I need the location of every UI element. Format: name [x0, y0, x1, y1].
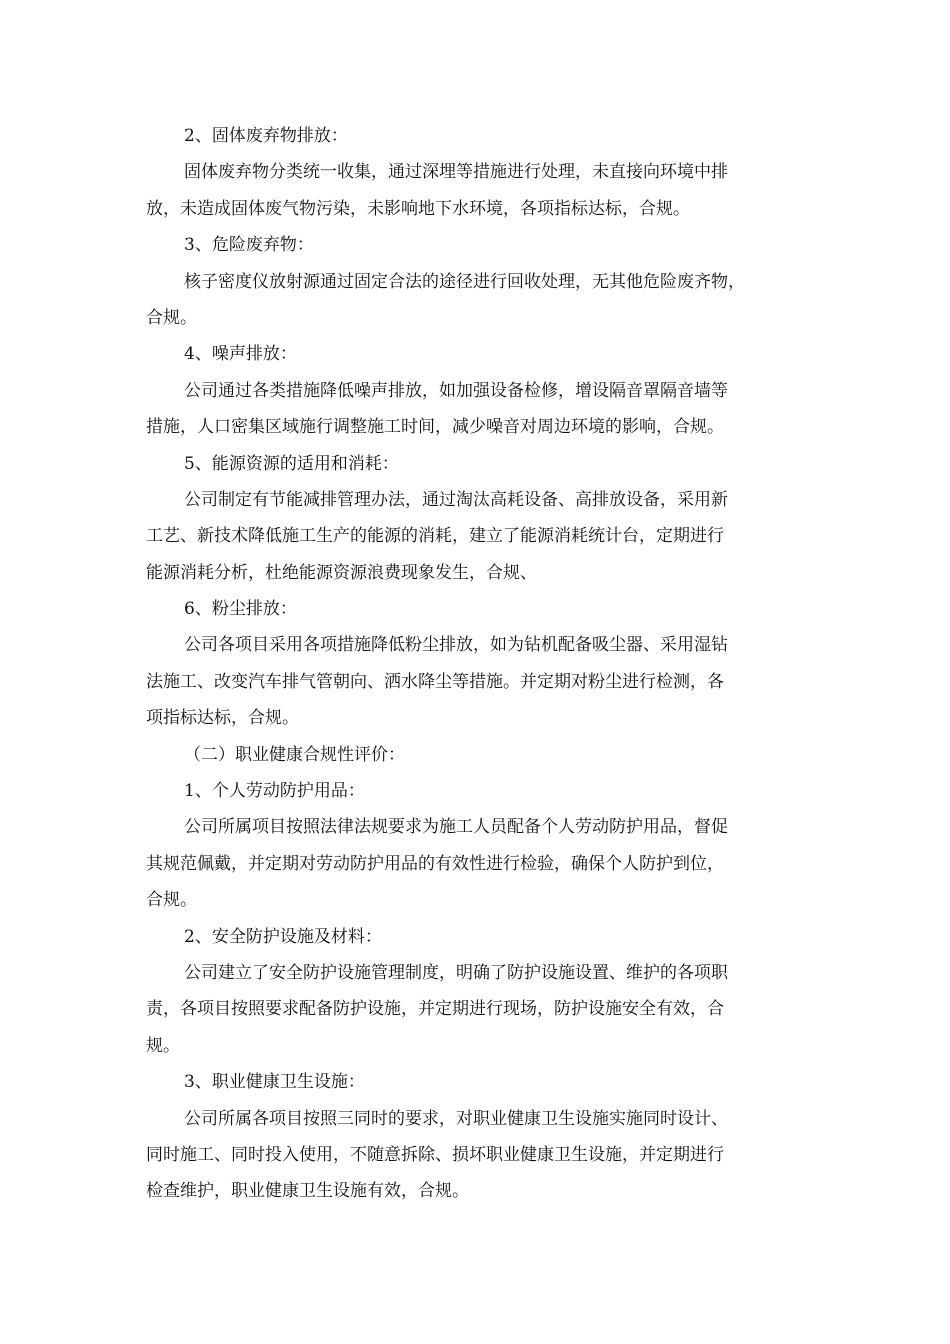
paragraph-line: 同时施工、同时投入使用，不随意拆除、损坏职业健康卫生设施，并定期进行 [146, 1144, 724, 1165]
paragraph-line: 公司建立了安全防护设施管理制度，明确了防护设施设置、维护的各项职 [184, 962, 728, 983]
paragraph-line: 项指标达标，合规。 [146, 708, 299, 729]
paragraph-line: 公司所属项目按照法律法规要求为施工人员配备个人劳动防护用品，督促 [184, 817, 728, 838]
paragraph-line: 措施，人口密集区域施行调整施工时间，减少噪音对周边环境的影响，合规。 [146, 417, 724, 438]
section-heading: 2、固体废弃物排放： [184, 126, 348, 146]
section-heading: 6、粉尘排放： [184, 599, 297, 620]
paragraph-line: 核子密度仪放射源通过固定合法的途径进行回收处理，无其他危险废齐物， [184, 271, 745, 292]
paragraph-line: 能源消耗分析，杜绝能源资源浪费现象发生，合规、 [146, 562, 537, 583]
paragraph-line: 规。 [146, 1035, 180, 1056]
section-heading: 3、危险废弃物： [184, 235, 314, 256]
section-heading: （二）职业健康合规性评价： [184, 744, 405, 765]
paragraph-line: 检查维护，职业健康卫生设施有效，合规。 [146, 1181, 469, 1202]
section-heading: 1、个人劳动防护用品： [184, 781, 365, 802]
paragraph-line: 合规。 [146, 307, 197, 328]
paragraph-line: 公司制定有节能减排管理办法，通过淘汰高耗设备、高排放设备，采用新 [184, 489, 728, 510]
paragraph-line: 公司通过各类措施降低噪声排放，如加强设备检修，增设隔音罩隔音墙等 [184, 380, 728, 401]
paragraph-line: 公司所属各项目按照三同时的要求，对职业健康卫生设施实施同时设计、 [184, 1108, 728, 1129]
paragraph-line: 放，未造成固体废气物污染，未影响地下水环境，各项指标达标，合规。 [146, 198, 690, 219]
section-heading: 4、噪声排放： [184, 344, 297, 365]
paragraph-line: 合规。 [146, 890, 197, 911]
section-heading: 5、能源资源的适用和消耗： [184, 453, 399, 474]
section-heading: 2、安全防护设施及材料： [184, 926, 382, 947]
paragraph-line: 其规范佩戴，并定期对劳动防护用品的有效性进行检验，确保个人防护到位， [146, 853, 724, 874]
paragraph-line: 责，各项目按照要求配备防护设施，并定期进行现场，防护设施安全有效，合 [146, 999, 724, 1020]
paragraph-line: 固体废弃物分类统一收集，通过深埋等措施进行处理，未直接向环境中排 [184, 162, 728, 183]
section-heading: 3、职业健康卫生设施： [184, 1072, 365, 1093]
paragraph-line: 法施工、改变汽车排气管朝向、洒水降尘等措施。并定期对粉尘进行检测，各 [146, 671, 724, 692]
paragraph-line: 工艺、新技术降低施工生产的能源的消耗，建立了能源消耗统计台，定期进行 [146, 526, 724, 547]
document-body [146, 118, 806, 1210]
paragraph-line: 公司各项目采用各项措施降低粉尘排放，如为钻机配备吸尘器、采用湿钻 [184, 635, 728, 656]
